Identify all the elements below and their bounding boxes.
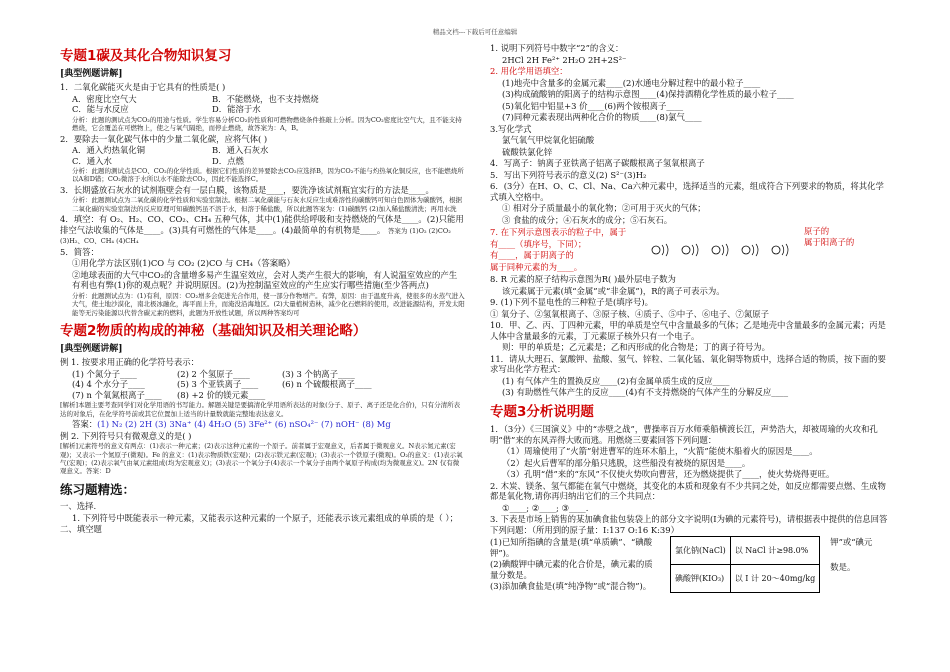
r-question-11-item: (3) 有助燃性气体产生的反应____(4)有不支持燃烧的气体产生的分解反应____ [502,387,789,397]
ex1-item: (3) 3 个钠离子____ [282,368,355,379]
r-question-3-item: 硫酸铁氯化锌 [502,146,553,157]
t-question-1-item: （1）周瑜使用了“火箭”射进曹军的连环木船上，“火箭”能使木船着火的原因是____。 [502,446,818,457]
part-1-heading: 一、选择. [60,501,97,512]
r-question-4: 4．写离子：钠离子亚铁离子铝离子碳酸根离子氢氧根离子 [490,158,705,168]
table-row [671,537,820,565]
t-question-1-item: （2）起火后曹军的部分船只逃脱，这些船没有被烧的原因是____。 [502,457,751,468]
t3-side-text: 钾”或“碘元 [830,537,873,548]
atom-diagram-icon [740,242,764,258]
q5-part-2: ②地球表面的大气中CO₂的含量增多易产生温室效应，会对人类产生很大的影响，有人说温室效应的产生有利也有弊(1)你的观点呢？并说明原因。(2)为控制温室效应的产生应实行哪些措施(至少答两点) [72,269,458,291]
t3-item: (1)已知所指碘的含量是(填“单质碘”、“碘酸钾”)。 [490,537,652,558]
r7-text [490,226,640,273]
section-subtitle-1: [典型例题讲解] [60,68,123,79]
option: C．通入水 [72,155,112,166]
left-column [60,42,465,536]
r-question-10: 10．甲、乙、丙、丁四种元素，甲的单质是空气中含量最多的气体；乙是地壳中含量最多的金属元素；丙是人体中含量最多的元素，丁元素原子核外只有一个电子。 [490,320,886,341]
ex1-answer [60,419,465,430]
r-question-2: 2. 用化学用语填空： [490,66,568,76]
t-question-3: 3. 下表是市场上销售的某加碘食盐包装袋上的部分文字说明(I为碘的元素符号)，请根据表中提供的信息回答下列问题：（所用到的原子量：I:137 O:16 K:39） [490,514,888,535]
question-2: 2．要除去一氧化碳气体中的少量二氧化碳，应将气体( ) [60,133,268,144]
q1-options [60,94,465,115]
ex1-item: (2) 2 个氢原子____ [177,368,250,379]
r-question-2-item: (7)同种元素表现出两种化合价的物质____(8)氯气____ [502,112,702,122]
q2-options [60,145,465,166]
r-question-3: 3.写化学式 [490,123,532,134]
q3-analysis: 分析：此题测试点为二氧化碳的化学性质和实验室制法。根据二氧化碳能与石灰水反应生成难溶性的碳酸钙可知白色固体为碳酸钙，根据二氧化碳的实验室制法的反应原理可知碳酸钙虽不溶于水，但溶于稀盐酸，所以此题答案为：(1)碳酸钙 (2)加入稀盐酸清洗；再用水洗 [72,196,462,213]
r-question-1: 1. 说明下列符号中数字“2”的含义： [490,43,624,53]
ex1-item: (7) n 个氧氮根离子____ [72,389,162,400]
q5-part-1: ①用化学方法区别(1)CO 与 CO₂ (2)CO 与 CH₄（答案略） [72,258,295,269]
question-1: 1．二氧化碳能灭火是由于它具有的性质是( ) [60,82,226,93]
table-cell: 以 I 计 20～40mg/kg [730,565,820,593]
r7-line: 有____（填序号，下同）； [490,238,587,249]
option: D．点燃 [212,155,244,166]
atom-diagrams [650,226,794,273]
section-title-2: 专题2物质的构成的神秘（基础知识及相关理论略） [60,323,367,340]
r-question-2-item: (5)氧化铝中铝显+3 价____(6)两个铵根离子____ [502,100,684,111]
t3-side-text: 数是。 [830,561,856,572]
atom-diagram-icon [710,242,734,258]
table-cell: 氯化钠(NaCl) [671,537,731,565]
r-question-8-item: 该元素属于元素(填“金属”或“非金属”)，R的离子可表示为。 [502,285,725,296]
t3-side [830,536,872,593]
option: A．密度比空气大 [72,93,137,104]
option: B．不能燃烧，也不支持燃烧 [212,93,319,104]
answer-label: 答案： [72,419,98,430]
r-question-8: 8. R 元素的原子结构示意图为R( )最外层电子数为 [490,274,676,284]
q4-answer: 答案为 (1)O₂ (2)CO₂ (3)H₂、CO、CH₄ (4)CH₄ [60,226,451,246]
example-2: 例 2. 下列符号只有微观意义的是( ) [60,430,192,441]
section-title-3: 练习题精选： [60,481,136,497]
ex1-item: (1) 个氮分子____ [72,368,137,379]
example-1: 例 1. 按要求用正确的化学符号表示： [60,357,199,368]
answer-text: (1) N₂ (2) 2H (3) 3Na⁺ (4) 4H₂O (5) 3Fe²⁺ (6) nSO₄²⁻ (7) nOH⁻ (8) Mg [97,419,391,430]
r7-side-text: 原子的 属于阳离子的 [804,226,855,247]
ex2-analysis: [解析]元素符号的意义有两点：(1)表示一种元素；(2)表示这种元素的一个原子。前者属于宏观意义，后者属于微观意义。N表示氮元素(宏观)；又表示一个氮原子(微观)。Fe 的意义：(1)表示物质铁(宏观)；(2)表示铁元素(宏观)；(3)表示一个铁原子(微观)。O₂的意义：(1)表示氧气(宏观)；(2)表示氧气由氧元素组成(均为宏观意义)；(3)表示一个氧分子(4)表示一个氧分子由两个氧原子构成(均为微观意义)。2N 仅有微观意义。答案：D [60,442,463,476]
r-question-6-item: ① 相对分子质量最小的氧化物；②可用于灭火的气体； [502,203,706,213]
t-question-1: 1．（3分）《三国演义》中的“赤壁之战”，曹操率百万水师乘船横渡长江，声势浩大，却被周瑜的火攻和孔明“借”来的东风弄得大败而逃。用燃烧三要素回答下列问题： [490,424,878,445]
r-question-9: 9. (1)下列不显电性的三种粒子是(填序号)。 [490,297,654,307]
t-question-2: 2. 木炭、镁条、氢气都能在氧气中燃烧，其变化的本质和现象有不少共同之处，如反应都需要点燃、生成物都是氧化物,请你再归纳出它们的三个共同点： [490,480,886,502]
question-4 [60,214,465,246]
section-title-4: 专题3分析说明题 [490,403,594,420]
option: D．能溶于水 [212,104,261,115]
atom-diagram-icon [680,242,704,258]
r7-line: 属于同种元素的为____。 [490,261,583,272]
ex1-analysis: [解析]本题主要考查同学们对化学用语的书写能力。解题关键是要搞清化学用语所表达的对象(分子、原子、离子还是化合价)，只有分清所表达的对象后，在化学符号前或其它位置加上适当的计量数就能完整地表达意义。 [60,401,461,418]
q4-text: 4．填空：有 O₂、H₂、CO、CO₂、CH₄ 五种气体，其中(1)能供给呼吸和支持燃烧的气体是____。(2)只能用排空气法收集的气体是____。(3)具有可燃性的气体是____。(4)最简单的有机物是____。 [60,214,464,235]
option: A．通入灼热氧化铜 [72,145,146,155]
t-question-1-item: （3）孔明“借”来的“东风”不仅使火势吹向曹营，还为燃烧提供了____，使火势烧得更旺。 [502,469,835,480]
option: C．能与水反应 [72,104,129,115]
r-question-6: 6．(3分）在H、O、C、Cl、Na、Ca六种元素中，选择适当的元素，组成符合下列要求的物质，将其化学式填入空格中。 [490,181,884,202]
r-question-2-item: (1)地壳中含量多的金属元素____(2)水通电分解过程中的最小粒子____ [502,77,761,88]
part-2-heading: 二、填空题 [60,524,102,535]
r7-line: 有____，属于阴离子的 [490,250,574,260]
ex1-item: (4) 4 个水分子____ [72,379,145,390]
atom-diagram-icon [650,242,674,258]
r-question-11-item: (1) 有气体产生的置换反应____(2)有金属单质生成的反应____ [502,375,730,386]
t3-items [490,536,660,593]
table-row [671,565,820,593]
r-question-1-symbols: 2HCl 2H Fe²⁺ 2H₂O 2H+2S²⁻ [502,54,627,65]
question-5: 5．简答： [60,246,99,257]
t-question-2-item: ①____; ②____; ③____. [502,502,589,513]
r-question-2-item: (3)构成硫酸钠的阳离子的结构示意图____(4)保持酒精化学性质的最小粒子____ [502,89,794,99]
right-column [490,42,890,593]
q5-analysis: 分析：此题测试点为：(1)有利，原因：CO₂增多会促进光合作用，使一部分作物增产。有弊，原因：由于温度升高，使很多的水蒸气进入大气，使土地沙漠化，南北极冰融化，海平面上升，而淹没沿海地区。(2)大量植树造林，减少化石燃料的使用，改进能源结构，开发太阳能等无污染能源以代替含碳元素的燃料，此题为开放性试题，所以两种答案均可 [72,291,465,317]
t3-item: (2)碘酸钾中碘元素的化合价是，碘元素的质量分数是。 [490,559,653,580]
ex1-item: (6) n 个硫酸根离子____ [282,379,372,390]
q2-analysis: 分析：此题的测试点是CO、CO₂的化学性质。根据它们性质的差异要除去CO₂应选择B，因为CO₂不能与灼热氧化铜反应，也不能燃烧所以A和D错；CO₂微溶于水所以水不能除去CO₂，因此不能选择C。 [72,167,464,184]
t3-item: (3)添加碘食盐是(填“纯净物”或“混合物”)。 [490,581,652,592]
r7-line: 7. 在下列示意图表示的粒子中，属于 [490,227,627,237]
ex1-item: (8) +2 价的镁元素____ [177,389,266,400]
r-question-6-item: ③ 食盐的成分；④石灰水的成分；⑤石灰石。 [502,214,673,225]
table-cell: 碘酸钾(KIO₃) [671,565,731,593]
part-1-question-1: 1. 下列符号中既能表示一种元素，又能表示这种元素的一个原子，还能表示该元素组成的单质的是（ ）； [72,512,458,523]
r-question-10-item: 则：甲的单质是；乙元素是；乙和丙形成的化合物是；丁的离子符号为。 [502,342,770,352]
r-question-7 [490,226,890,273]
section-title-1: 专题1碳及其化合物知识复习 [60,48,232,64]
ex1-item: (5) 3 个亚铁离子____ [177,379,259,390]
question-3: 3．长期盛放石灰水的试剂瓶壁会有一层白膜，该物质是____，要洗净该试剂瓶宜实行的方法是____。 [60,184,434,195]
t-question-3-body [490,536,890,593]
page-header: 精品文档---下载后可任意编辑 [432,28,518,36]
table-cell: 以 NaCl 计≥98.0% [730,537,820,565]
r-question-3-item: 氯气氧气甲烷氧化铝硫酸 [502,135,595,145]
atom-diagram-icon [770,242,794,258]
r-question-11: 11．请从大理石、氯酸钾、盐酸、氢气、锌粒、二氧化锰、氧化铜等物质中，选择合适的物质，按下面的要求写出化学方程式： [490,353,886,374]
r-question-5: 5．写出下列符号表示的意义(2) S²⁻(3)H₂ [490,169,647,180]
option: B．通入石灰水 [212,145,269,155]
q1-analysis: 分析：此题的测试点为CO₂的用途与性质。学生容易分析CO₂的性质和可燃物燃烧条件推敲上分析。因为CO₂密度比空气大，且不能支持燃烧，它会覆盖在可燃物上，使之与氧气隔绝，而停止燃烧，故答案为：A，B。 [72,115,462,133]
section-subtitle-2: [典型例题讲解] [60,343,123,354]
salt-label-table [670,536,820,593]
r-question-9-item: ① 氧分子、②氢氧根离子、③原子核、④质子、⑤中子、⑥电子、⑦氮原子 [490,308,770,319]
ex1-items [60,369,465,401]
